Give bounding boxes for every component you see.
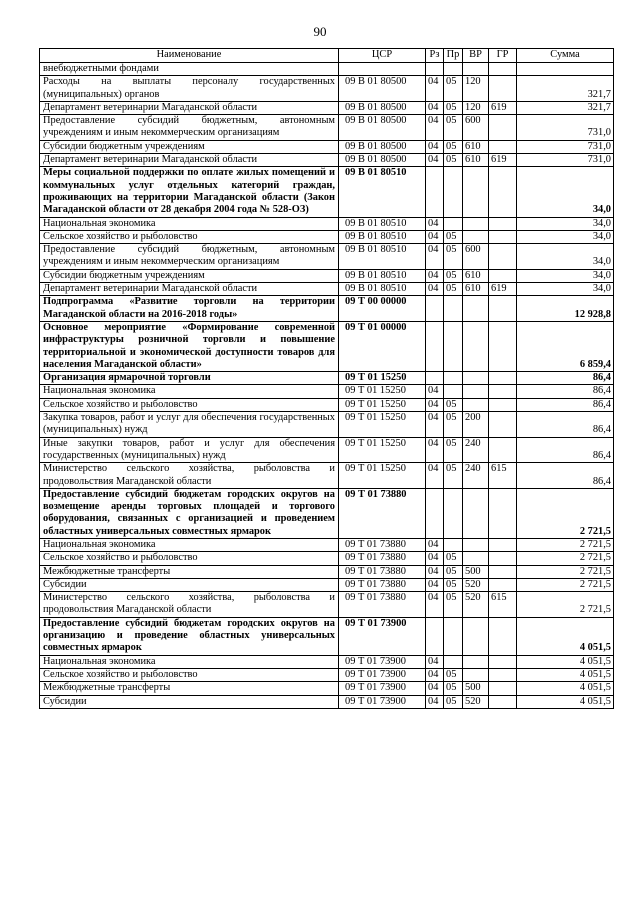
- cell-rz: 04: [426, 412, 444, 438]
- cell-name: Предоставление субсидий бюджетам городских округов на организацию и проведение областных универсальных совместных ярмарок: [40, 617, 339, 655]
- table-row: [40, 552, 614, 565]
- cell-gr: [489, 617, 517, 655]
- cell-csr: 09 Т 01 73900: [339, 668, 426, 681]
- cell-vr: 500: [463, 565, 489, 578]
- cell-rz: 04: [426, 244, 444, 270]
- table-row: [40, 538, 614, 551]
- table-row: [40, 655, 614, 668]
- table-row: [40, 63, 614, 76]
- cell-pr: 05: [444, 115, 463, 141]
- cell-sum: 12 928,8: [517, 296, 614, 322]
- cell-gr: [489, 296, 517, 322]
- cell-name: Субсидии бюджетным учреждениям: [40, 269, 339, 282]
- cell-pr: [444, 538, 463, 551]
- cell-name: Министерство сельского хозяйства, рыболовства и продовольствия Магаданской области: [40, 592, 339, 618]
- cell-csr: 09 Т 01 73880: [339, 538, 426, 551]
- cell-csr: 09 Т 01 15250: [339, 372, 426, 385]
- cell-name: Субсидии: [40, 695, 339, 708]
- cell-rz: 04: [426, 552, 444, 565]
- cell-pr: 05: [444, 592, 463, 618]
- cell-vr: 520: [463, 592, 489, 618]
- cell-rz: 04: [426, 437, 444, 463]
- cell-vr: [463, 296, 489, 322]
- cell-vr: 120: [463, 76, 489, 102]
- cell-vr: [463, 617, 489, 655]
- cell-vr: [463, 655, 489, 668]
- cell-pr: [444, 655, 463, 668]
- table-row: [40, 578, 614, 591]
- cell-gr: [489, 269, 517, 282]
- cell-pr: [444, 167, 463, 217]
- cell-gr: [489, 140, 517, 153]
- table-row: [40, 695, 614, 708]
- header-name: Наименование: [40, 49, 339, 63]
- cell-sum: 34,0: [517, 283, 614, 296]
- cell-sum: 86,4: [517, 372, 614, 385]
- cell-gr: [489, 412, 517, 438]
- cell-csr: 09 Т 01 15250: [339, 398, 426, 411]
- cell-csr: 09 Т 01 73880: [339, 578, 426, 591]
- header-vr: ВР: [463, 49, 489, 63]
- cell-gr: [489, 230, 517, 243]
- cell-rz: 04: [426, 668, 444, 681]
- cell-name: Министерство сельского хозяйства, рыболовства и продовольствия Магаданской области: [40, 463, 339, 489]
- table-row: [40, 617, 614, 655]
- cell-gr: 615: [489, 463, 517, 489]
- table-body: [40, 63, 614, 709]
- cell-name: Сельское хозяйство и рыболовство: [40, 398, 339, 411]
- cell-rz: 04: [426, 269, 444, 282]
- cell-name: Межбюджетные трансферты: [40, 682, 339, 695]
- table-row: [40, 115, 614, 141]
- cell-pr: 05: [444, 437, 463, 463]
- cell-name: Департамент ветеринарии Магаданской области: [40, 283, 339, 296]
- cell-rz: [426, 296, 444, 322]
- cell-pr: 05: [444, 412, 463, 438]
- table-row: [40, 398, 614, 411]
- cell-vr: 200: [463, 412, 489, 438]
- cell-name: Национальная экономика: [40, 655, 339, 668]
- table-row: [40, 321, 614, 371]
- budget-table: [39, 48, 614, 709]
- cell-rz: 04: [426, 76, 444, 102]
- table-row: [40, 217, 614, 230]
- cell-gr: [489, 668, 517, 681]
- cell-csr: 09 Т 01 15250: [339, 385, 426, 398]
- cell-gr: [489, 63, 517, 76]
- cell-gr: [489, 437, 517, 463]
- cell-vr: 520: [463, 695, 489, 708]
- cell-vr: 600: [463, 115, 489, 141]
- table-row: [40, 154, 614, 167]
- cell-csr: [339, 63, 426, 76]
- cell-sum: 86,4: [517, 463, 614, 489]
- cell-pr: 05: [444, 552, 463, 565]
- cell-rz: 04: [426, 101, 444, 114]
- cell-vr: [463, 230, 489, 243]
- cell-vr: 240: [463, 463, 489, 489]
- cell-sum: 86,4: [517, 385, 614, 398]
- cell-sum: 321,7: [517, 101, 614, 114]
- cell-rz: 04: [426, 217, 444, 230]
- cell-gr: [489, 655, 517, 668]
- cell-pr: 05: [444, 398, 463, 411]
- table-header-row: [40, 49, 614, 63]
- cell-csr: 09 В 01 80500: [339, 101, 426, 114]
- cell-sum: 2 721,5: [517, 552, 614, 565]
- cell-vr: [463, 217, 489, 230]
- cell-sum: 34,0: [517, 244, 614, 270]
- cell-rz: 04: [426, 695, 444, 708]
- cell-name: Иные закупки товаров, работ и услуг для обеспечения государственных (муниципальных) нужд: [40, 437, 339, 463]
- cell-gr: [489, 578, 517, 591]
- cell-name: Меры социальной поддержки по оплате жилых помещений и коммунальных услуг отдельных категорий граждан, проживающих на территории Магаданской области (Закон Магаданской области от 28 декабря 2004 года № 528-ОЗ): [40, 167, 339, 217]
- cell-sum: 731,0: [517, 154, 614, 167]
- cell-sum: 34,0: [517, 217, 614, 230]
- page-number: 90: [313, 24, 327, 39]
- cell-sum: 2 721,5: [517, 578, 614, 591]
- cell-pr: [444, 372, 463, 385]
- cell-name: Департамент ветеринарии Магаданской области: [40, 154, 339, 167]
- cell-pr: [444, 321, 463, 371]
- cell-rz: [426, 617, 444, 655]
- cell-sum: 34,0: [517, 230, 614, 243]
- cell-csr: 09 В 01 80510: [339, 244, 426, 270]
- cell-vr: 610: [463, 269, 489, 282]
- header-gr: ГР: [489, 49, 517, 63]
- cell-gr: 619: [489, 283, 517, 296]
- cell-rz: 04: [426, 578, 444, 591]
- cell-name: Закупка товаров, работ и услуг для обеспечения государственных (муниципальных) нужд: [40, 412, 339, 438]
- cell-name: Расходы на выплаты персоналу государственных (муниципальных) органов: [40, 76, 339, 102]
- cell-gr: 619: [489, 154, 517, 167]
- cell-csr: 09 Т 01 73900: [339, 655, 426, 668]
- cell-vr: [463, 552, 489, 565]
- table-row: [40, 167, 614, 217]
- cell-pr: 05: [444, 154, 463, 167]
- cell-sum: 2 721,5: [517, 565, 614, 578]
- cell-rz: 04: [426, 115, 444, 141]
- cell-rz: 04: [426, 398, 444, 411]
- cell-sum: 34,0: [517, 269, 614, 282]
- cell-sum: 86,4: [517, 412, 614, 438]
- cell-vr: [463, 321, 489, 371]
- cell-name: Национальная экономика: [40, 385, 339, 398]
- cell-vr: 610: [463, 140, 489, 153]
- cell-vr: 120: [463, 101, 489, 114]
- cell-name: внебюджетными фондами: [40, 63, 339, 76]
- cell-rz: [426, 321, 444, 371]
- cell-sum: 731,0: [517, 115, 614, 141]
- cell-vr: [463, 398, 489, 411]
- cell-name: Организация ярмарочной торговли: [40, 372, 339, 385]
- cell-name: Субсидии бюджетным учреждениям: [40, 140, 339, 153]
- cell-name: Субсидии: [40, 578, 339, 591]
- cell-rz: 04: [426, 154, 444, 167]
- cell-pr: 05: [444, 283, 463, 296]
- table-row: [40, 565, 614, 578]
- cell-vr: [463, 167, 489, 217]
- cell-csr: 09 Т 01 73880: [339, 592, 426, 618]
- table-row: [40, 385, 614, 398]
- cell-name: Предоставление субсидий бюджетным, автономным учреждениям и иным некоммерческим организациям: [40, 244, 339, 270]
- cell-pr: [444, 63, 463, 76]
- cell-vr: 610: [463, 283, 489, 296]
- cell-pr: 05: [444, 230, 463, 243]
- cell-csr: 09 В 01 80510: [339, 217, 426, 230]
- cell-pr: 05: [444, 76, 463, 102]
- table-row: [40, 682, 614, 695]
- cell-gr: [489, 552, 517, 565]
- header-csr: ЦСР: [339, 49, 426, 63]
- cell-name: Предоставление субсидий бюджетным, автономным учреждениям и иным некоммерческим организациям: [40, 115, 339, 141]
- cell-gr: [489, 565, 517, 578]
- cell-csr: 09 В 01 80510: [339, 269, 426, 282]
- cell-rz: 04: [426, 655, 444, 668]
- table-row: [40, 76, 614, 102]
- cell-rz: [426, 488, 444, 538]
- cell-gr: [489, 682, 517, 695]
- table-row: [40, 283, 614, 296]
- cell-pr: 05: [444, 682, 463, 695]
- cell-pr: 05: [444, 668, 463, 681]
- cell-csr: 09 В 01 80510: [339, 283, 426, 296]
- cell-csr: 09 Т 01 73900: [339, 695, 426, 708]
- cell-gr: [489, 398, 517, 411]
- cell-sum: 34,0: [517, 167, 614, 217]
- cell-sum: 4 051,5: [517, 695, 614, 708]
- header-sum: Сумма: [517, 49, 614, 63]
- cell-sum: 2 721,5: [517, 488, 614, 538]
- cell-name: Подпрограмма «Развитие торговли на территории Магаданской области на 2016-2018 годы»: [40, 296, 339, 322]
- cell-sum: 4 051,5: [517, 655, 614, 668]
- cell-rz: 04: [426, 592, 444, 618]
- cell-csr: 09 Т 01 15250: [339, 463, 426, 489]
- cell-gr: [489, 217, 517, 230]
- cell-vr: 500: [463, 682, 489, 695]
- cell-rz: 04: [426, 140, 444, 153]
- cell-csr: 09 Т 01 73880: [339, 552, 426, 565]
- cell-csr: 09 Т 01 73880: [339, 565, 426, 578]
- cell-rz: [426, 372, 444, 385]
- cell-name: Межбюджетные трансферты: [40, 565, 339, 578]
- cell-csr: 09 Т 01 15250: [339, 437, 426, 463]
- table-row: [40, 269, 614, 282]
- cell-gr: 615: [489, 592, 517, 618]
- table-row: [40, 488, 614, 538]
- table-row: [40, 140, 614, 153]
- cell-pr: [444, 617, 463, 655]
- cell-gr: [489, 538, 517, 551]
- cell-csr: 09 В 01 80500: [339, 154, 426, 167]
- cell-sum: 4 051,5: [517, 668, 614, 681]
- cell-csr: 09 В 01 80510: [339, 230, 426, 243]
- cell-rz: 04: [426, 538, 444, 551]
- table-row: [40, 463, 614, 489]
- cell-rz: 04: [426, 463, 444, 489]
- cell-rz: [426, 167, 444, 217]
- cell-gr: [489, 115, 517, 141]
- cell-sum: 4 051,5: [517, 682, 614, 695]
- header-rz: Рз: [426, 49, 444, 63]
- cell-sum: 4 051,5: [517, 617, 614, 655]
- table-row: [40, 101, 614, 114]
- cell-gr: 619: [489, 101, 517, 114]
- cell-pr: 05: [444, 101, 463, 114]
- cell-vr: 600: [463, 244, 489, 270]
- cell-name: Национальная экономика: [40, 538, 339, 551]
- cell-csr: 09 Т 01 73880: [339, 488, 426, 538]
- cell-vr: [463, 63, 489, 76]
- table-row: [40, 230, 614, 243]
- cell-csr: 09 Т 01 00000: [339, 321, 426, 371]
- cell-pr: [444, 217, 463, 230]
- cell-rz: 04: [426, 230, 444, 243]
- cell-rz: 04: [426, 283, 444, 296]
- cell-rz: [426, 63, 444, 76]
- table-row: [40, 412, 614, 438]
- cell-pr: [444, 488, 463, 538]
- cell-sum: 6 859,4: [517, 321, 614, 371]
- cell-name: Сельское хозяйство и рыболовство: [40, 552, 339, 565]
- cell-vr: [463, 385, 489, 398]
- cell-gr: [489, 244, 517, 270]
- cell-csr: 09 В 01 80500: [339, 140, 426, 153]
- cell-csr: 09 В 01 80500: [339, 76, 426, 102]
- cell-gr: [489, 385, 517, 398]
- cell-sum: 321,7: [517, 76, 614, 102]
- cell-sum: 731,0: [517, 140, 614, 153]
- table-row: [40, 437, 614, 463]
- table-row: [40, 592, 614, 618]
- cell-name: Предоставление субсидий бюджетам городских округов на возмещение аренды торговых площадей и торгового оборудования, связанных с организацией и проведением областных универсальных совместных ярмарок: [40, 488, 339, 538]
- header-pr: Пр: [444, 49, 463, 63]
- cell-csr: 09 В 01 80500: [339, 115, 426, 141]
- cell-vr: [463, 538, 489, 551]
- cell-rz: 04: [426, 682, 444, 695]
- cell-pr: 05: [444, 578, 463, 591]
- cell-vr: 520: [463, 578, 489, 591]
- cell-sum: [517, 63, 614, 76]
- cell-gr: [489, 76, 517, 102]
- cell-sum: 86,4: [517, 437, 614, 463]
- cell-pr: [444, 296, 463, 322]
- cell-vr: [463, 372, 489, 385]
- cell-pr: 05: [444, 695, 463, 708]
- table-row: [40, 668, 614, 681]
- cell-gr: [489, 488, 517, 538]
- cell-csr: 09 Т 00 00000: [339, 296, 426, 322]
- table-row: [40, 296, 614, 322]
- cell-pr: 05: [444, 463, 463, 489]
- cell-csr: 09 Т 01 15250: [339, 412, 426, 438]
- cell-name: Основное мероприятие «Формирование современной инфраструктуры розничной торговли и повышение территориальной и экономической доступности товаров для населения Магаданской области»: [40, 321, 339, 371]
- cell-gr: [489, 695, 517, 708]
- cell-vr: [463, 668, 489, 681]
- cell-pr: 05: [444, 269, 463, 282]
- cell-gr: [489, 372, 517, 385]
- table-row: [40, 372, 614, 385]
- cell-vr: 240: [463, 437, 489, 463]
- cell-vr: [463, 488, 489, 538]
- cell-pr: [444, 385, 463, 398]
- cell-sum: 86,4: [517, 398, 614, 411]
- cell-pr: 05: [444, 244, 463, 270]
- cell-rz: 04: [426, 565, 444, 578]
- cell-csr: 09 В 01 80510: [339, 167, 426, 217]
- cell-name: Национальная экономика: [40, 217, 339, 230]
- cell-name: Сельское хозяйство и рыболовство: [40, 668, 339, 681]
- cell-pr: 05: [444, 565, 463, 578]
- cell-pr: 05: [444, 140, 463, 153]
- cell-sum: 2 721,5: [517, 538, 614, 551]
- cell-csr: 09 Т 01 73900: [339, 617, 426, 655]
- cell-rz: 04: [426, 385, 444, 398]
- cell-vr: 610: [463, 154, 489, 167]
- table-row: [40, 244, 614, 270]
- cell-sum: 2 721,5: [517, 592, 614, 618]
- cell-name: Департамент ветеринарии Магаданской области: [40, 101, 339, 114]
- cell-name: Сельское хозяйство и рыболовство: [40, 230, 339, 243]
- cell-csr: 09 Т 01 73900: [339, 682, 426, 695]
- cell-gr: [489, 321, 517, 371]
- cell-gr: [489, 167, 517, 217]
